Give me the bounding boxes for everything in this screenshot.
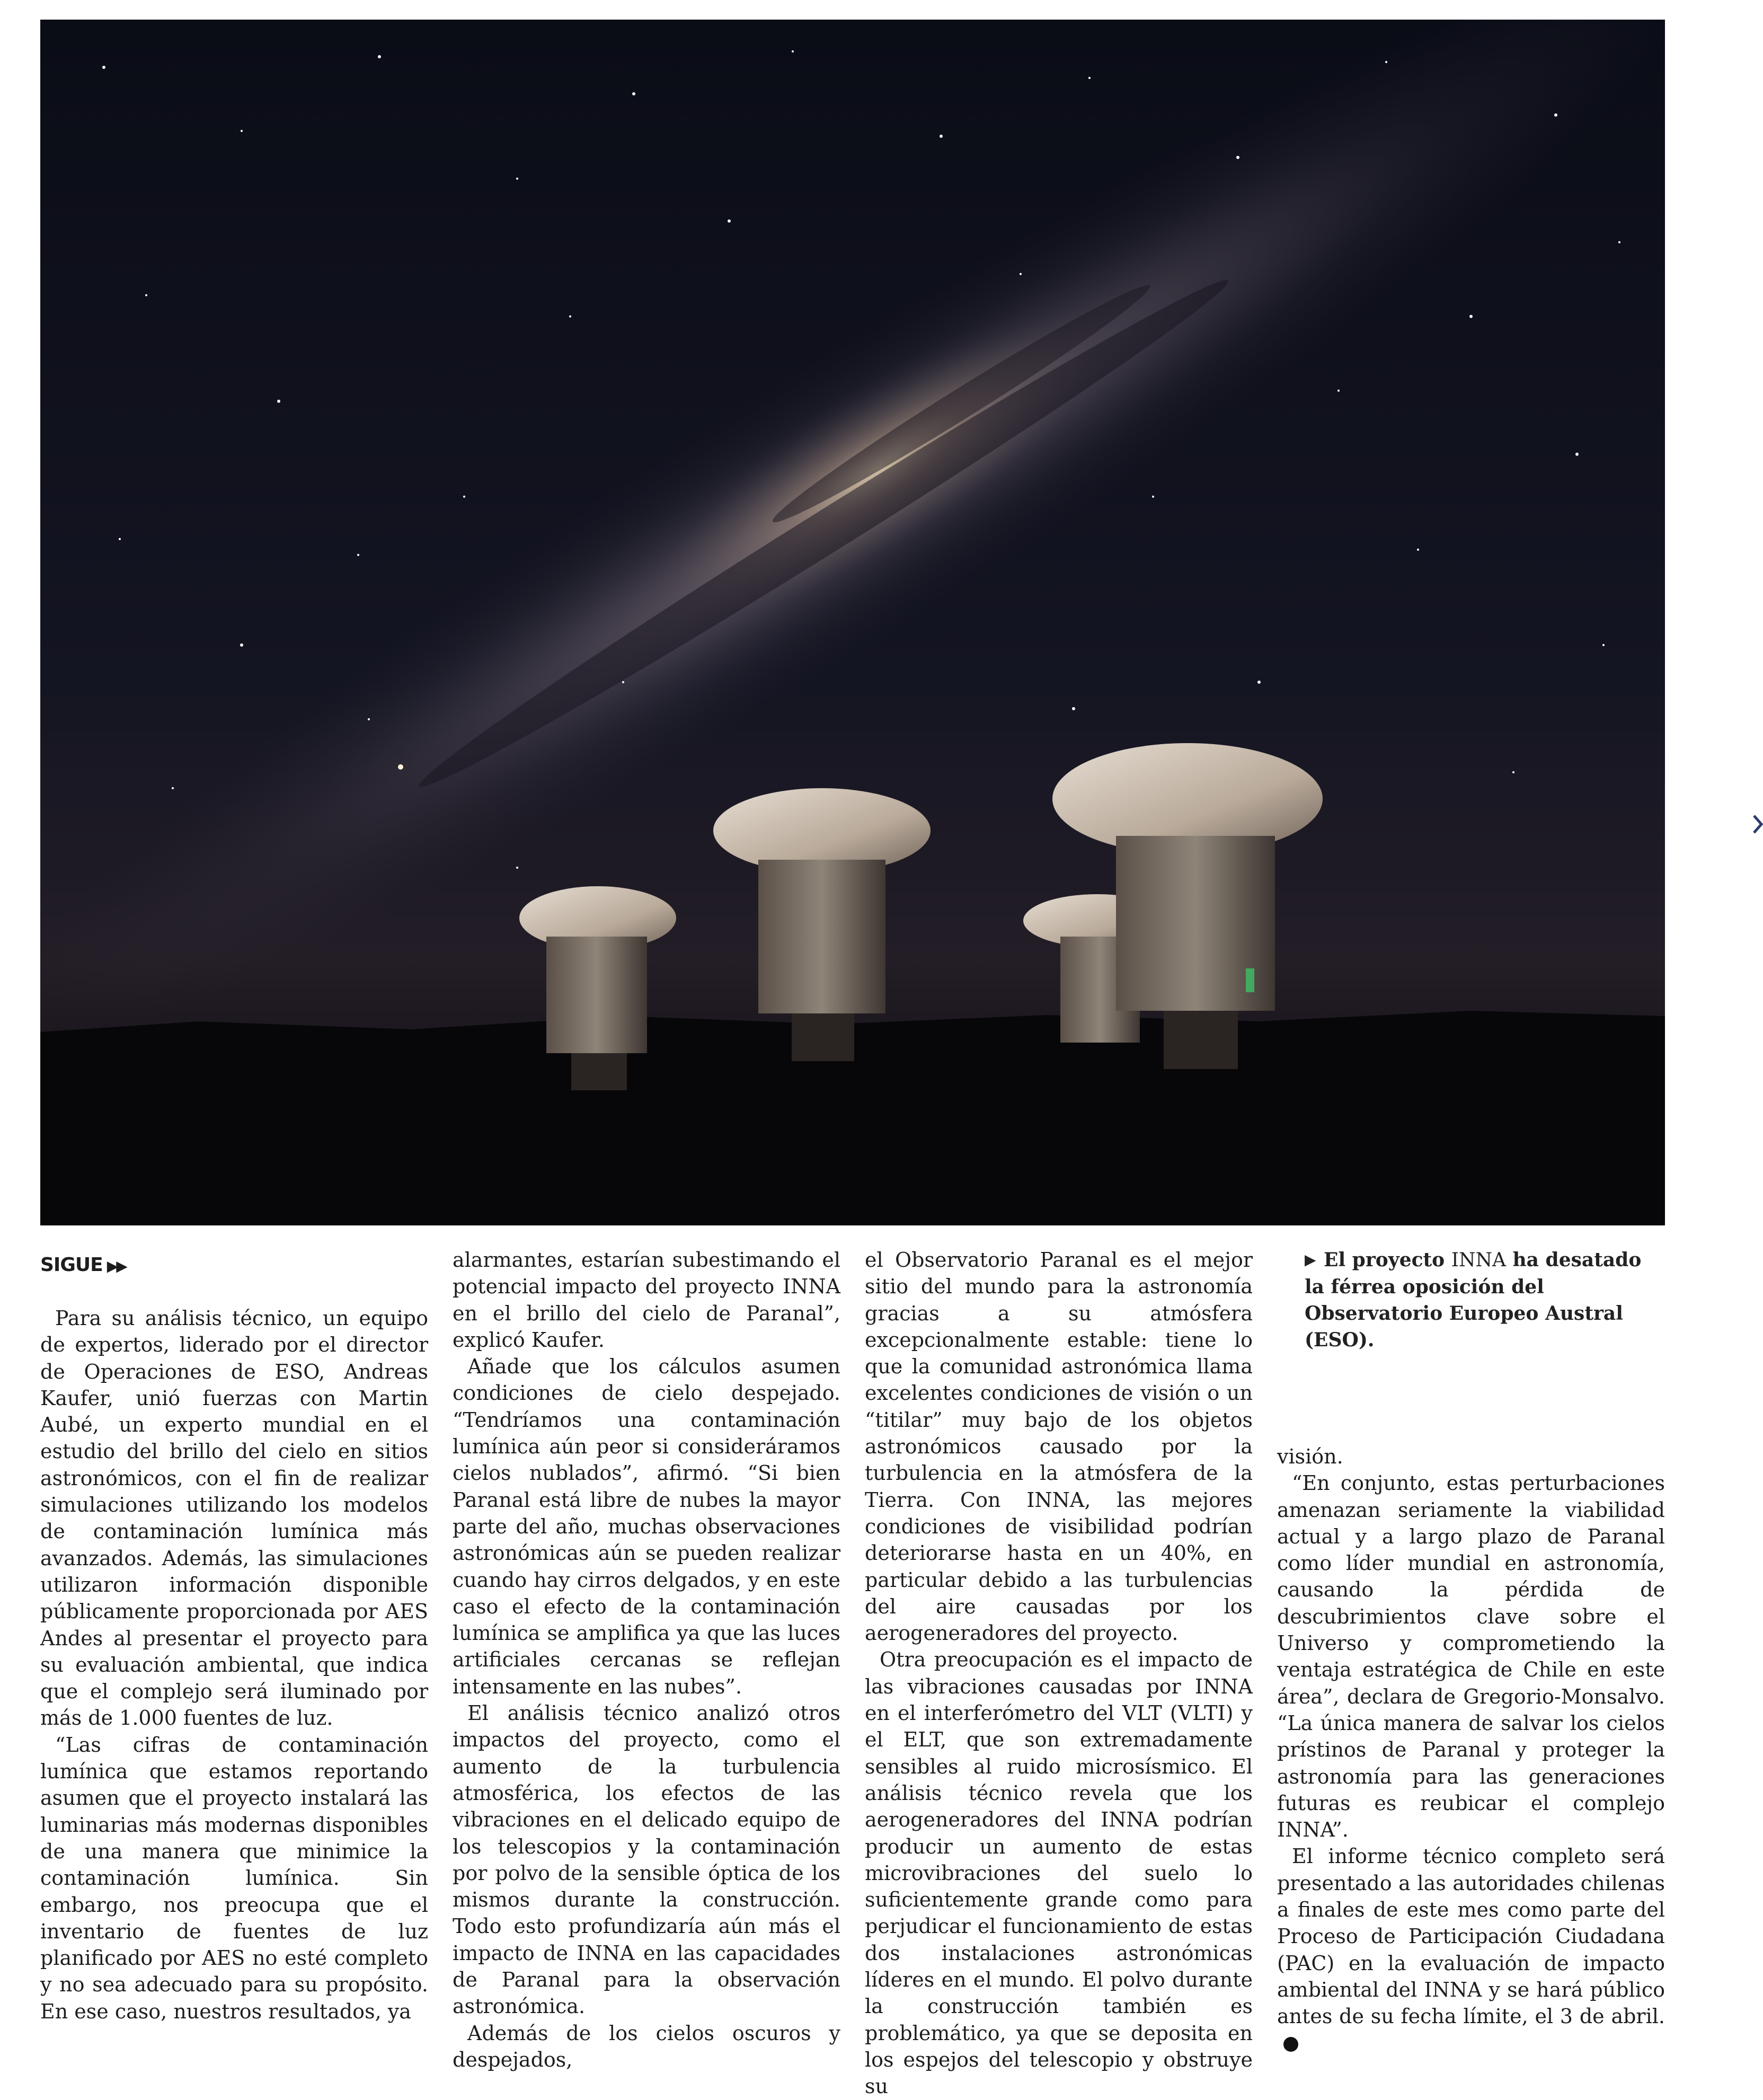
caption-text-a: El proyecto [1324, 1249, 1445, 1271]
article-column-1 [40, 1247, 428, 2023]
paragraph: Añade que los cálculos asumen condiciones de cielo despejado. “Tendríamos una contaminación lumínica aún peor si consideráramos cielos nublados”, afirmó. “Si bien Paranal está libre de nubes la mayor parte del año, muchas observaciones astronómicas aún se pueden realizar cuando hay cirros delgados, y en este caso el efecto de la contaminación lumínica se amplifica ya que las luces artificiales cercanas se reflejan intensamente en las nubes”. [453, 1355, 840, 1698]
article-column-2 [453, 1247, 840, 2071]
double-arrow-icon: ▶▶ [107, 1257, 126, 1275]
final-text: El informe técnico completo será presentado a las autoridades chilenas a finales de este mes como parte del Proceso de Participación Ciudadana (PAC) en la evaluación de impacto ambiental del INNA y se hará público antes de su fecha límite, el 3 de abril. [1277, 1845, 1665, 2028]
paragraph: “En conjunto, estas perturbaciones amenazan seriamente la viabilidad actual y a largo plazo de Paranal como líder mundial en astronomía, causando la pérdida de descubrimientos clave sobre el Universo y comprometiendo la ventaja estratégica de Chile en este área”, declara de Gregorio-Monsalvo. “La única manera de salvar los cielos prístinos de Paranal y proteger la astronomía para las generaciones futuras es reubicar el complejo INNA”. [1277, 1471, 1665, 1842]
paragraph: El análisis técnico analizó otros impactos del proyecto, como el aumento de la turbulencia atmosférica, los efectos de las vibraciones en el delicado equipo de los telescopios y la contaminación por polvo de la sensible óptica de los mismos durante la construcción. Todo esto profundizaría aún más el impacto de INNA en las capacidades de Paranal para la observación astronómica. [453, 1701, 840, 2018]
caption-text-c: ha desatado la férrea oposición del Observatorio Europeo Austral (ESO). [1305, 1249, 1642, 1351]
photo-caption [1277, 1247, 1665, 1353]
next-page-chevron-icon[interactable] [1752, 808, 1763, 840]
milky-way-antennas-image [40, 20, 1665, 1225]
end-mark-icon [1283, 2037, 1298, 2052]
paragraph: visión. [1277, 1445, 1343, 1468]
caption-text-b: INNA [1451, 1249, 1506, 1271]
paragraph: el Observatorio Paranal es el mejor sitio del mundo para la astronomía gracias a su atmósfera excepcionalmente estable: tiene lo que la comunidad astronómica llama excelentes condiciones de visión o un “titilar” muy bajo de los objetos astronómicos causado por la turbulencia en la atmósfera de la Tierra. Con INNA, las mejores condiciones de visibilidad podrían deteriorarse hasta en un 40%, en particular debido a las turbulencias del aire causadas por los aerogeneradores del proyecto. [865, 1248, 1253, 1645]
triangle-right-icon: ▶ [1305, 1251, 1316, 1268]
paragraph: alarmantes, estarían subestimando el potencial impacto del proyecto INNA en el brillo del cielo de Paranal”, explicó Kaufer. [453, 1248, 840, 1352]
article-column-3 [865, 1247, 1253, 2098]
sigue-label [40, 1247, 428, 1284]
paragraph-final [1277, 1843, 1665, 2056]
hero-photo [40, 20, 1665, 1225]
article-column-4 [1277, 1247, 1665, 2028]
column-4-body [1277, 1443, 1665, 2057]
paragraph: “Las cifras de contaminación lumínica que estamos reportando asumen que el proyecto instalará las luminarias más modernas disponibles de una manera que minimice la contaminación lumínica. Sin embargo, nos preocupa que el inventario de fuentes de luz planificado por AES no esté completo y no sea adecuado para su propósito. En ese caso, nuestros resultados, ya [40, 1733, 428, 2023]
paragraph: Además de los cielos oscuros y despejados, [453, 2021, 840, 2071]
paragraph: Otra preocupación es el impacto de las vibraciones causadas por INNA en el interferómetro del VLT (VLTI) y el ELT, que son extremadamente sensibles al ruido microsísmico. El análisis técnico revela que los aerogeneradores del INNA podrían producir un aumento de estas microvibraciones del suelo lo suficientemente grande como para perjudicar el funcionamiento de estas dos instalaciones astronómicas líderes en el mundo. El polvo durante la construcción también es problemático, ya que se deposita en los espejos del telescopio y obstruye su [865, 1648, 1253, 2098]
paragraph: Para su análisis técnico, un equipo de expertos, liderado por el director de Operaciones de ESO, Andreas Kaufer, unió fuerzas con Martin Aubé, un experto mundial en el estudio del brillo del cielo en sitios astronómicos, con el fin de realizar simulaciones utilizando los modelos de contaminación lumínica más avanzados. Además, las simulaciones utilizaron información disponible públicamente proporcionada por AES Andes al presentar el proyecto para su evaluación ambiental, que indica que el complejo será iluminado por más de 1.000 fuentes de luz. [40, 1307, 428, 1730]
sigue-text: SIGUE [40, 1254, 103, 1276]
